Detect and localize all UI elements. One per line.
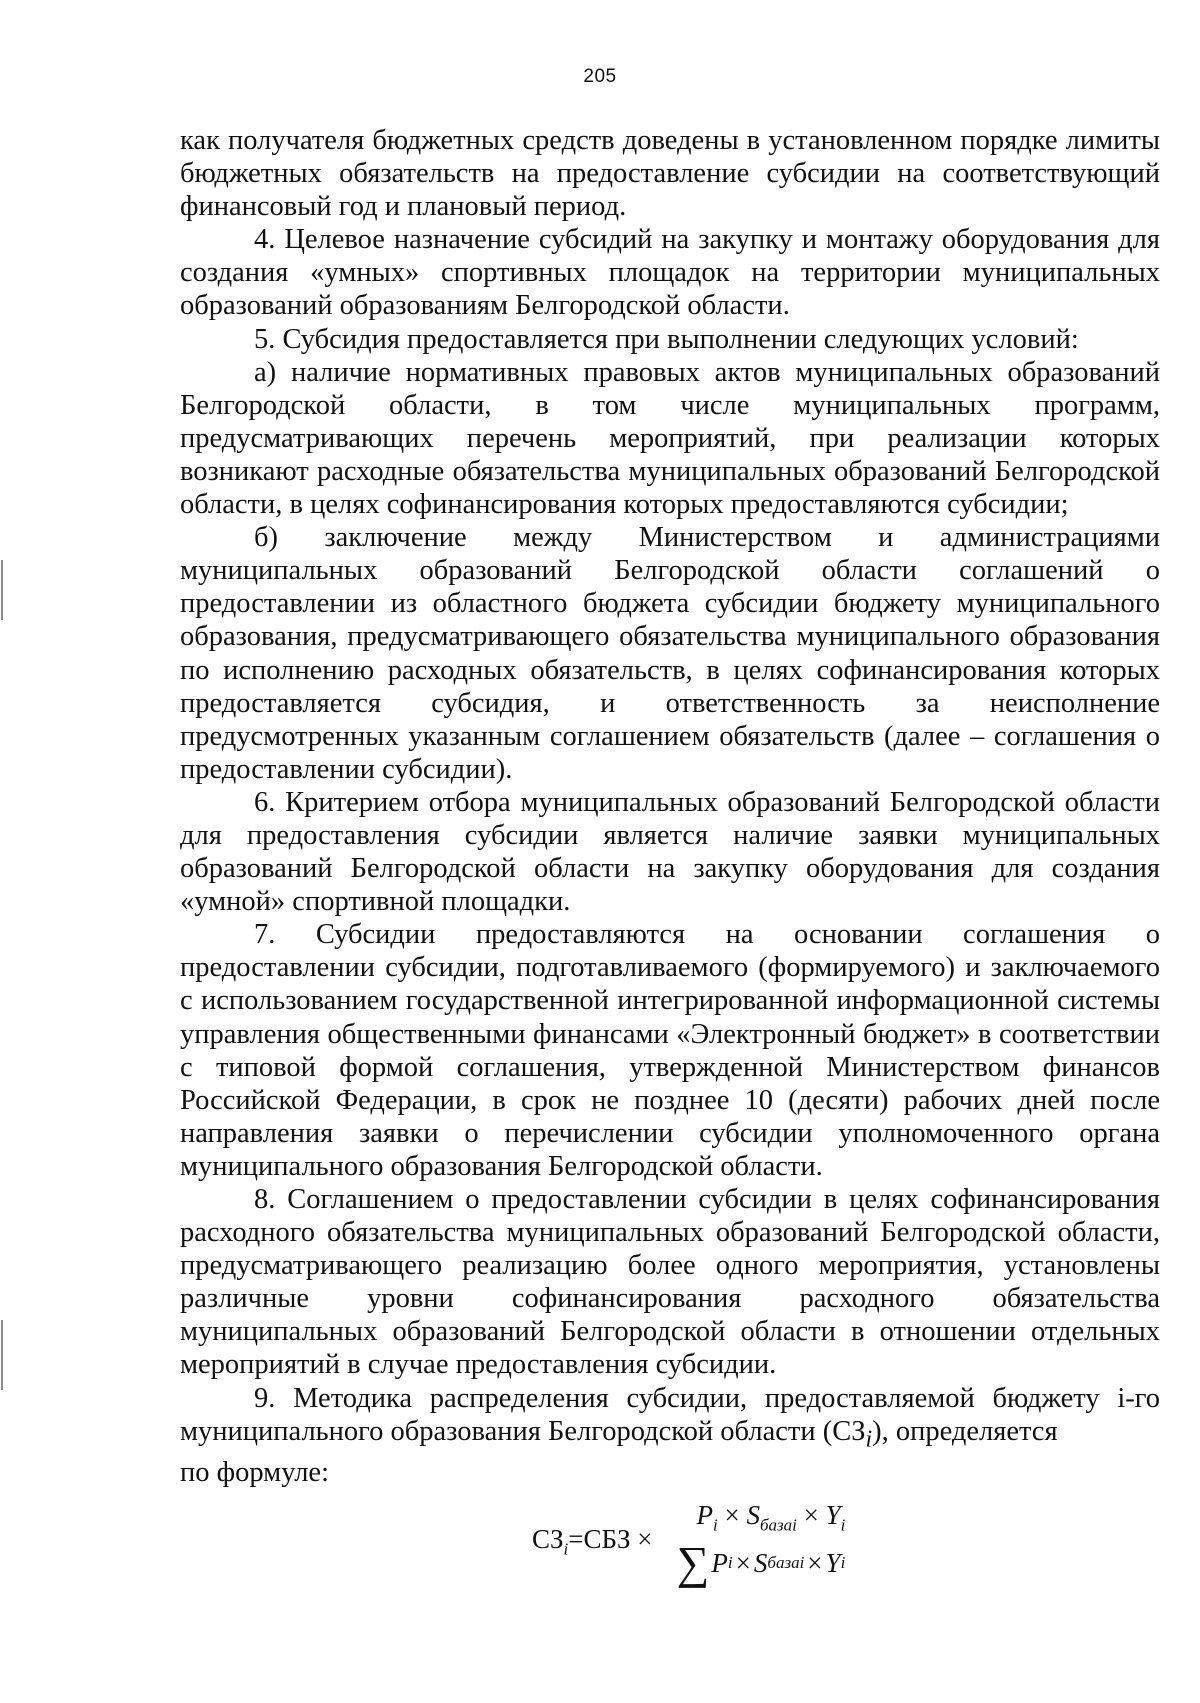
formula-numerator	[669, 1500, 854, 1539]
formula-fraction	[669, 1500, 854, 1589]
formula-lhs-subscript: i	[563, 1539, 569, 1559]
den-s: S	[753, 1547, 768, 1578]
num-y: Y	[825, 1500, 841, 1530]
num-times-2: ×	[803, 1500, 819, 1530]
den-s-sub: базаi	[767, 1553, 805, 1573]
num-p-sub: i	[713, 1515, 718, 1535]
den-times-1: ×	[735, 1547, 751, 1578]
den-y: Y	[825, 1547, 841, 1578]
sigma-symbol: ∑	[676, 1537, 710, 1589]
den-p: P	[711, 1547, 728, 1578]
den-p-sub: i	[727, 1553, 733, 1573]
num-p: P	[696, 1500, 714, 1530]
paragraph-4: 4. Целевое назначение субсидий на закупку и монтажу оборудования для создания «умных» спортивных площадок на территории муниципальных образований образованиям Белгородской области.	[180, 224, 1160, 322]
paragraph-9-formula-intro: по формуле:	[180, 1457, 329, 1489]
distribution-formula	[532, 1500, 853, 1589]
paragraph-6: 6. Критерием отбора муниципальных образований Белгородской области для предоставления субсидии является наличие заявки муниципальных образований Белгородской области на закупку оборудования для создания «умной» спортивной площадки.	[180, 786, 1160, 918]
num-s: S	[746, 1500, 760, 1530]
num-y-sub: i	[840, 1515, 846, 1535]
den-y-sub: i	[840, 1553, 846, 1573]
paragraph-9-text: 9. Методика распределения субсидии, предоставляемой бюджету i-го муниципального образования Белгородской области (СЗ	[180, 1382, 1160, 1447]
num-s-sub: базаi	[760, 1515, 797, 1535]
num-times-1: ×	[724, 1500, 740, 1530]
den-times-2: ×	[807, 1547, 823, 1578]
formula-denominator	[676, 1537, 846, 1589]
formula-lhs-symbol: СЗ	[532, 1524, 564, 1554]
paragraph-9	[180, 1382, 1160, 1457]
paragraph-5: 5. Субсидия предоставляется при выполнении следующих условий:	[254, 323, 1079, 355]
paragraph-continuation: как получателя бюджетных средств доведены в установленном порядке лимиты бюджетных обязательств на предоставление субсидии на соответствующий финансовый год и плановый период.	[180, 125, 1160, 223]
document-body	[180, 124, 1160, 1490]
paragraph-9-tail: ), определяется	[872, 1415, 1058, 1447]
scan-edge-mark	[1, 560, 3, 620]
formula-left-side	[532, 1524, 653, 1559]
paragraph-8: 8. Соглашением о предоставлении субсидии в целях софинансирования расходного обязательства муниципальных образований Белгородской области, предусматривающего реализацию более одного мероприятия, установлены различные уровни софинансирования расходного обязательства муниципальных образований Белгородской области в отношении отдельных мероприятий в случае предоставления субсидии.	[180, 1184, 1160, 1381]
paragraph-9-subscript: i	[865, 1426, 873, 1453]
formula-equals-sbz: =СБЗ ×	[568, 1524, 653, 1554]
paragraph-5a: а) наличие нормативных правовых актов муниципальных образований Белгородской области, в том числе муниципальных программ, предусматривающих перечень мероприятий, при реализации которых возникают расходные обязательства муниципальных образований Белгородской области, в целях софинансирования которых предоставляются субсидии;	[180, 356, 1160, 521]
paragraph-5b: б) заключение между Министерством и администрациями муниципальных образований Белгородской области соглашений о предоставлении из областного бюджета субсидии бюджету муниципального образования, предусматривающего обязательства муниципального образования по исполнению расходных обязательств, в целях софинансирования которых предоставляется субсидия, и ответственность за неисполнение предусмотренных указанным соглашением обязательств (далее – соглашения о предоставлении субсидии).	[180, 522, 1160, 785]
paragraph-7: 7. Субсидии предоставляются на основании соглашения о предоставлении субсидии, подготавливаемого (формируемого) и заключаемого с использованием государственной интегрированной информационной системы управления общественными финансами «Электронный бюджет» в соответствии с типовой формой соглашения, утвержденной Министерством финансов Российской Федерации, в срок не позднее 10 (десяти) рабочих дней после направления заявки о перечислении субсидии уполномоченного органа муниципального образования Белгородской области.	[180, 919, 1160, 1182]
scan-edge-mark	[1, 1320, 3, 1390]
page-number: 205	[583, 66, 617, 87]
